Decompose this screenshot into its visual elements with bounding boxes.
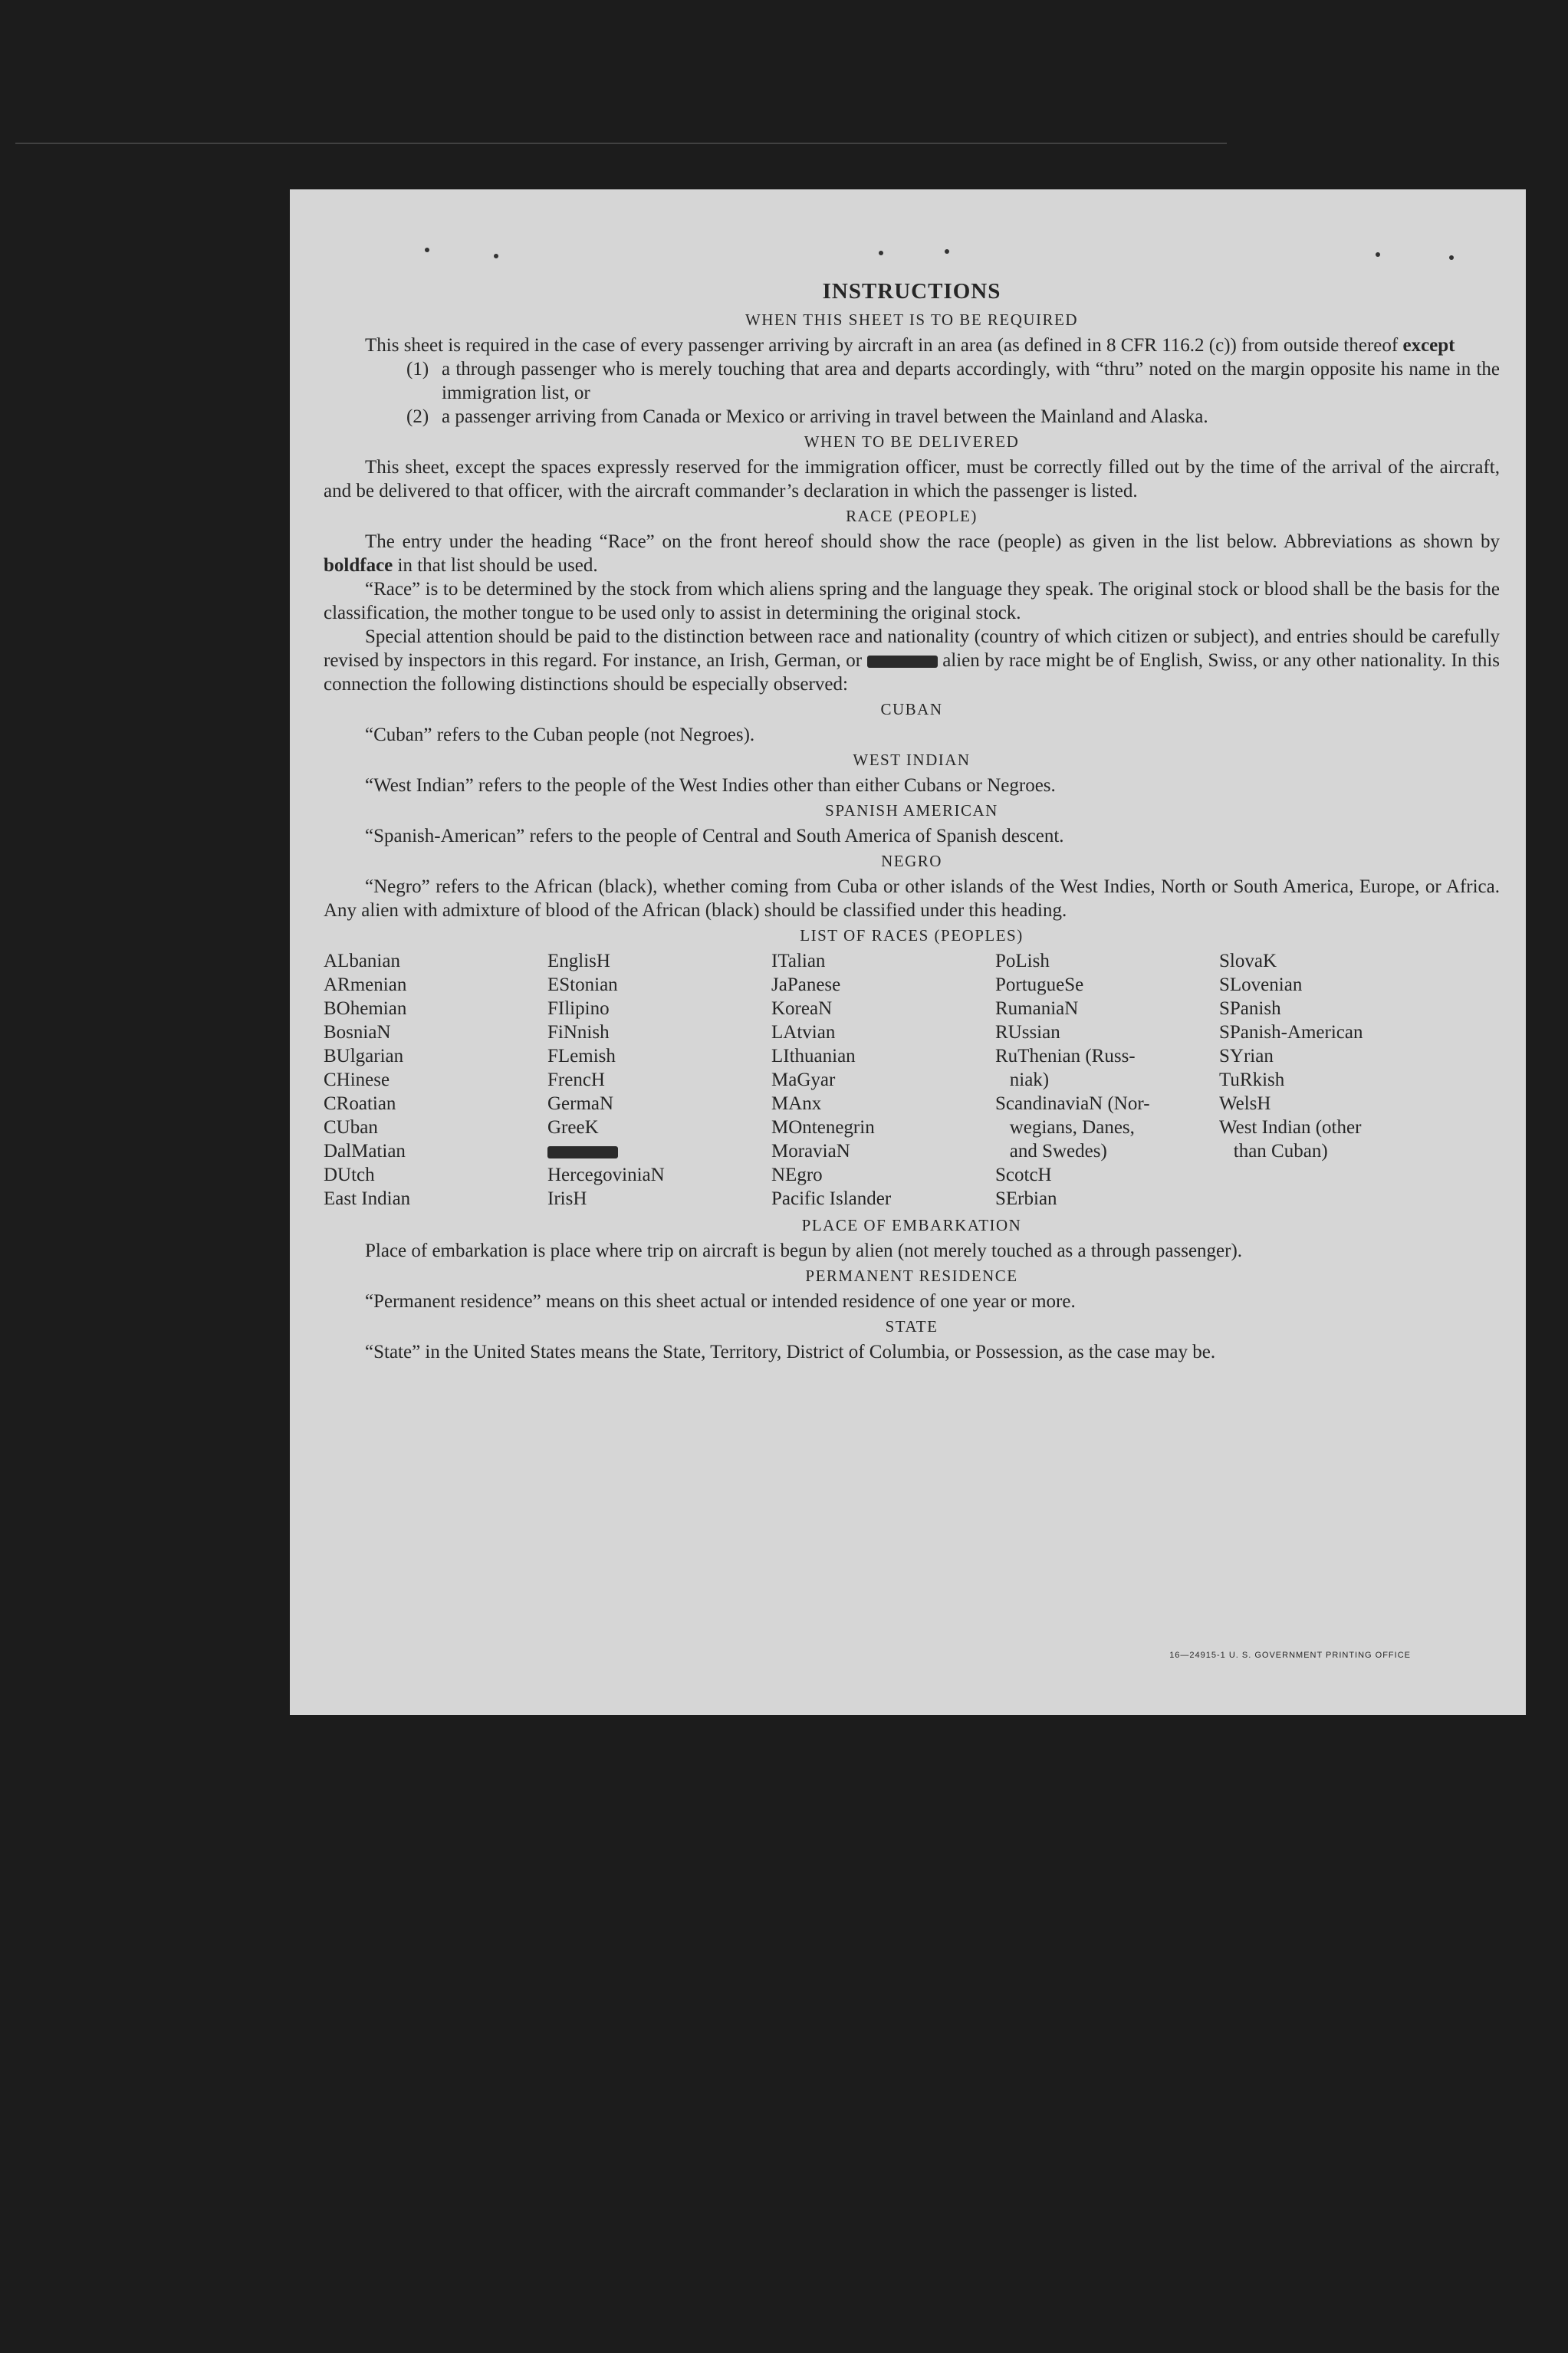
section-heading-delivered: WHEN TO BE DELIVERED — [804, 432, 1020, 451]
race-entry — [547, 1139, 771, 1163]
race-entry: and Swedes) — [995, 1141, 1107, 1162]
redaction-mark — [867, 656, 938, 668]
embarkation-text: Place of embarkation is place where trip on aircraft is begun by alien (not merely touched as a through passenger). — [365, 1241, 1243, 1261]
race-entry: ALbanian — [324, 951, 400, 971]
race-entry: ITalian — [771, 951, 826, 971]
race-entry: WelsH — [1219, 1093, 1271, 1114]
page-title: INSTRUCTIONS — [822, 279, 1001, 304]
delivered-text: This sheet, except the spaces expressly reserved for the immigration officer, must be correctly filled out by the time of the arrival of the aircraft, and be delivered to that officer, with the aircraft commander’s declaration in which the passenger is listed. — [324, 457, 1500, 501]
race-entry: FrencH — [547, 1070, 605, 1090]
race-entry: DalMatian — [324, 1141, 406, 1162]
required-item-1: (1) a through passenger who is merely touching that area and departs accordingly, with “thru” noted on the margin opposite his name in the immigration list, or — [406, 359, 1500, 403]
races-column — [1219, 949, 1434, 1211]
race-entry: MOntenegrin — [771, 1117, 875, 1138]
residence-text: “Permanent residence” means on this sheet actual or intended residence of one year or more. — [365, 1291, 1076, 1312]
printer-code: 16—24915-1 U. S. GOVERNMENT PRINTING OFFICE — [1169, 1651, 1411, 1660]
race-entry: CHinese — [324, 1070, 390, 1090]
section-heading-residence: PERMANENT RESIDENCE — [805, 1267, 1018, 1285]
race-entry: SlovaK — [1219, 951, 1277, 971]
section-heading-race: RACE (PEOPLE) — [846, 507, 978, 525]
race-entry: ScandinaviaN (Nor- — [995, 1093, 1150, 1114]
races-column — [547, 949, 771, 1211]
race-paragraph-1: The entry under the heading “Race” on the front hereof should show the race (people) as given in the list below. Abbreviations as shown by boldface in that list should be used. — [324, 531, 1500, 576]
race-entry: MoraviaN — [771, 1141, 850, 1162]
required-item-2: (2) a passenger arriving from Canada or Mexico or arriving in travel between the Mainland and Alaska. — [406, 406, 1208, 427]
race-entry: FiNnish — [547, 1022, 610, 1043]
race-entry: SLovenian — [1219, 974, 1303, 995]
race-entry: LIthuanian — [771, 1046, 856, 1066]
instruction-sheet — [290, 189, 1526, 1715]
race-entry: FIlipino — [547, 998, 610, 1019]
race-entry: SPanish — [1219, 998, 1281, 1019]
state-text: “State” in the United States means the State, Territory, District of Columbia, or Possession, as the case may be. — [365, 1342, 1216, 1362]
races-column — [995, 949, 1219, 1211]
race-entry: KoreaN — [771, 998, 833, 1019]
race-entry: RuThenian (Russ- — [995, 1046, 1136, 1066]
section-heading-negro: NEGRO — [881, 852, 942, 870]
negro-text: “Negro” refers to the African (black), whether coming from Cuba or other islands of the West Indies, North or South America, Europe, or Africa. Any alien with admixture of blood of the African (black) should be classified under this heading. — [324, 876, 1500, 921]
race-entry: SYrian — [1219, 1046, 1274, 1066]
section-heading-cuban: CUBAN — [880, 700, 943, 718]
race-entry: ScotcH — [995, 1165, 1052, 1185]
race-entry: West Indian (other — [1219, 1117, 1362, 1138]
race-entry: ARmenian — [324, 974, 407, 995]
section-heading-state: STATE — [885, 1317, 938, 1336]
race-entry: CRoatian — [324, 1093, 396, 1114]
section-heading-required: WHEN THIS SHEET IS TO BE REQUIRED — [745, 311, 1079, 329]
race-entry: EnglisH — [547, 951, 610, 971]
race-entry: GermaN — [547, 1093, 614, 1114]
race-entry: East Indian — [324, 1188, 411, 1209]
race-entry: HercegoviniaN — [547, 1165, 665, 1185]
race-entry: PortugueSe — [995, 974, 1084, 995]
west-indian-text: “West Indian” refers to the people of the West Indies other than either Cubans or Negroes. — [365, 775, 1056, 796]
races-list — [324, 949, 1500, 1211]
scan-artifact-line — [15, 143, 1227, 144]
spanish-american-text: “Spanish-American” refers to the people of Central and South America of Spanish descent. — [365, 826, 1064, 846]
section-heading-west-indian: WEST INDIAN — [853, 751, 971, 769]
race-entry: MAnx — [771, 1093, 822, 1114]
races-column — [324, 949, 547, 1211]
race-entry: FLemish — [547, 1046, 616, 1066]
race-entry: CUban — [324, 1117, 378, 1138]
race-entry: wegians, Danes, — [995, 1117, 1135, 1138]
print-specks — [290, 220, 1526, 251]
race-entry: MaGyar — [771, 1070, 836, 1090]
race-entry: PoLish — [995, 951, 1050, 971]
race-entry: IrisH — [547, 1188, 587, 1209]
race-entry: BosniaN — [324, 1022, 391, 1043]
race-entry: Pacific Islander — [771, 1188, 892, 1209]
race-entry: than Cuban) — [1219, 1141, 1328, 1162]
race-entry: NEgro — [771, 1165, 823, 1185]
race-entry: BUlgarian — [324, 1046, 404, 1066]
race-paragraph-3: Special attention should be paid to the distinction between race and nationality (country of which citizen or subject), and entries should be carefully revised by inspectors in this regard. For instance, an Irish, German, or alien by race might be of English, Swiss, or any other nationality. In this connection the following distinctions should be especially observed: — [324, 626, 1501, 695]
required-intro: This sheet is required in the case of every passenger arriving by aircraft in an area (as defined in 8 CFR 116.2 (c)) from outside thereof except — [365, 335, 1455, 356]
race-entry: RumaniaN — [995, 998, 1079, 1019]
redaction-mark — [547, 1146, 618, 1158]
cuban-text: “Cuban” refers to the Cuban people (not Negroes). — [365, 725, 755, 745]
race-entry: DUtch — [324, 1165, 375, 1185]
race-entry: TuRkish — [1219, 1070, 1285, 1090]
section-heading-races-list: LIST OF RACES (PEOPLES) — [800, 926, 1024, 945]
race-entry: SPanish-American — [1219, 1022, 1363, 1043]
race-entry: BOhemian — [324, 998, 407, 1019]
race-paragraph-2: “Race” is to be determined by the stock from which aliens spring and the language they speak. The original stock or blood shall be the basis for the classification, the mother tongue to be used only to assist in determining the original stock. — [324, 579, 1500, 623]
race-entry: SErbian — [995, 1188, 1057, 1209]
race-entry: RUssian — [995, 1022, 1060, 1043]
race-entry: niak) — [995, 1070, 1050, 1090]
race-entry: GreeK — [547, 1117, 599, 1138]
section-heading-embarkation: PLACE OF EMBARKATION — [801, 1216, 1022, 1234]
races-column — [771, 949, 995, 1211]
race-entry: LAtvian — [771, 1022, 836, 1043]
race-entry: JaPanese — [771, 974, 841, 995]
race-entry: EStonian — [547, 974, 618, 995]
section-heading-spanish-american: SPANISH AMERICAN — [825, 801, 998, 820]
